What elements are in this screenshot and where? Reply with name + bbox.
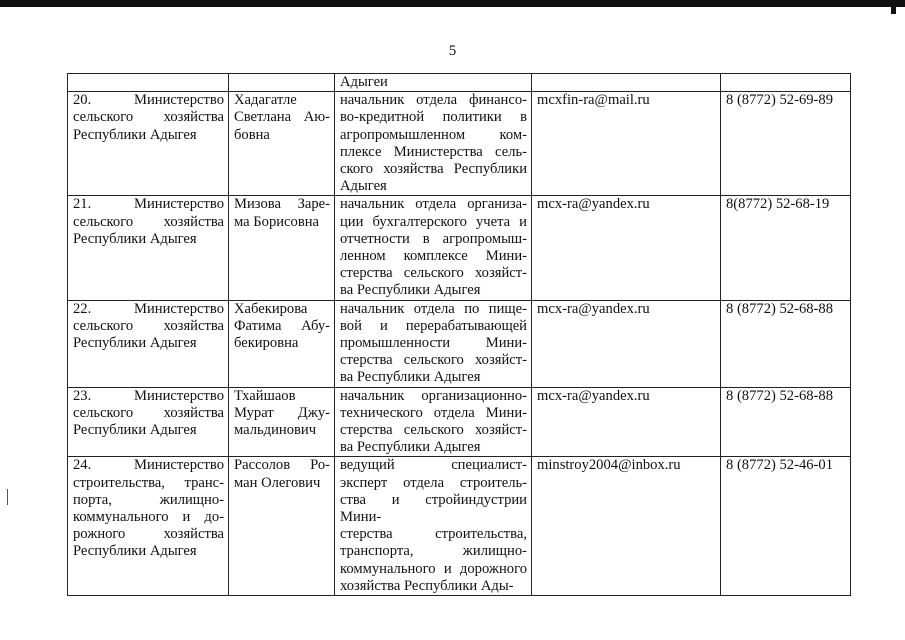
email-cell (532, 387, 721, 457)
position-cell: начальник отдела организа- ции бухгалтерского учета и отчетности в агропромыш- ленном комплексе Мини- стерства сельского хозяйст- ва Республики Адыгея (335, 196, 532, 300)
phone-text: 8 (8772) 52-68-88 (726, 300, 834, 317)
position-cell: начальник отдела по пище- вой и перерабатывающей промышленности Мини- стерства сельского хозяйст- ва Республики Адыгея (335, 300, 532, 387)
email-text: mcx-ra@yandex.ru (537, 387, 650, 404)
phone-text: 8 (8772) 52-46-01 (726, 457, 834, 474)
contacts-table (67, 73, 851, 596)
table-row (68, 457, 851, 596)
table-row (68, 387, 851, 457)
phone-text: 8 (8772) 52-69-89 (726, 92, 834, 109)
person-name-cell: Хадагатле Светлана Аю- бовна (229, 92, 335, 196)
phone-cell (721, 92, 851, 196)
email-text: minstroy2004@inbox.ru (537, 457, 681, 474)
organization-cell (68, 74, 229, 92)
email-text: mcx-ra@yandex.ru (537, 196, 650, 213)
email-text: mcxfin-ra@mail.ru (537, 92, 650, 109)
position-cell (335, 74, 532, 92)
position-cell: ведущий специалист- эксперт отдела строитель- ства и стройиндустрии Мини- стерства строительства, транспорта, жилищно- коммунального и дорожного хозяйства Республики Ады- (335, 457, 532, 596)
phone-cell (721, 74, 851, 92)
position-cell: начальник отдела финансо- во-кредитной политики в агропромышленном ком- плексе Министерства сель- ского хозяйства Республики Адыгея (335, 92, 532, 196)
phone-cell (721, 300, 851, 387)
email-cell (532, 92, 721, 196)
organization-cell: 20. Министерство сельского хозяйства Республики Адыгея (68, 92, 229, 196)
organization-cell: 22. Министерство сельского хозяйства Республики Адыгея (68, 300, 229, 387)
phone-cell (721, 457, 851, 596)
email-text: mcx-ra@yandex.ru (537, 300, 650, 317)
organization-cell: 21. Министерство сельского хозяйства Республики Адыгея (68, 196, 229, 300)
table-row (68, 92, 851, 196)
table-row (68, 300, 851, 387)
phone-text: 8 (8772) 52-68-88 (726, 387, 834, 404)
table-row (68, 74, 851, 92)
position-cell: начальник организационно- технического отдела Мини- стерства сельского хозяйст- ва Республики Адыгея (335, 387, 532, 457)
email-cell (532, 457, 721, 596)
email-cell (532, 196, 721, 300)
phone-text: 8(8772) 52-68-19 (726, 196, 830, 213)
phone-cell (721, 196, 851, 300)
person-name-cell: Мизова Заре- ма Борисовна (229, 196, 335, 300)
organization-cell: 23. Министерство сельского хозяйства Республики Адыгея (68, 387, 229, 457)
position-text: Адыгеи (340, 74, 388, 90)
person-name-cell: Рассолов Ро- ман Олегович (229, 457, 335, 596)
email-cell (532, 74, 721, 92)
scan-edge-mark (891, 0, 896, 14)
scan-top-border (0, 0, 905, 7)
person-name-cell (229, 74, 335, 92)
person-name-cell: Хабекирова Фатима Абу- бекировна (229, 300, 335, 387)
phone-cell (721, 387, 851, 457)
table-row (68, 196, 851, 300)
organization-cell: 24. Министерство строительства, транс- порта, жилищно- коммунального и до- рожного хозяйства Республики Адыгея (68, 457, 229, 596)
person-name-cell: Тхайшаов Мурат Джу- мальдинович (229, 387, 335, 457)
page-number: 5 (448, 43, 457, 59)
email-cell (532, 300, 721, 387)
scan-margin-mark (7, 489, 8, 505)
